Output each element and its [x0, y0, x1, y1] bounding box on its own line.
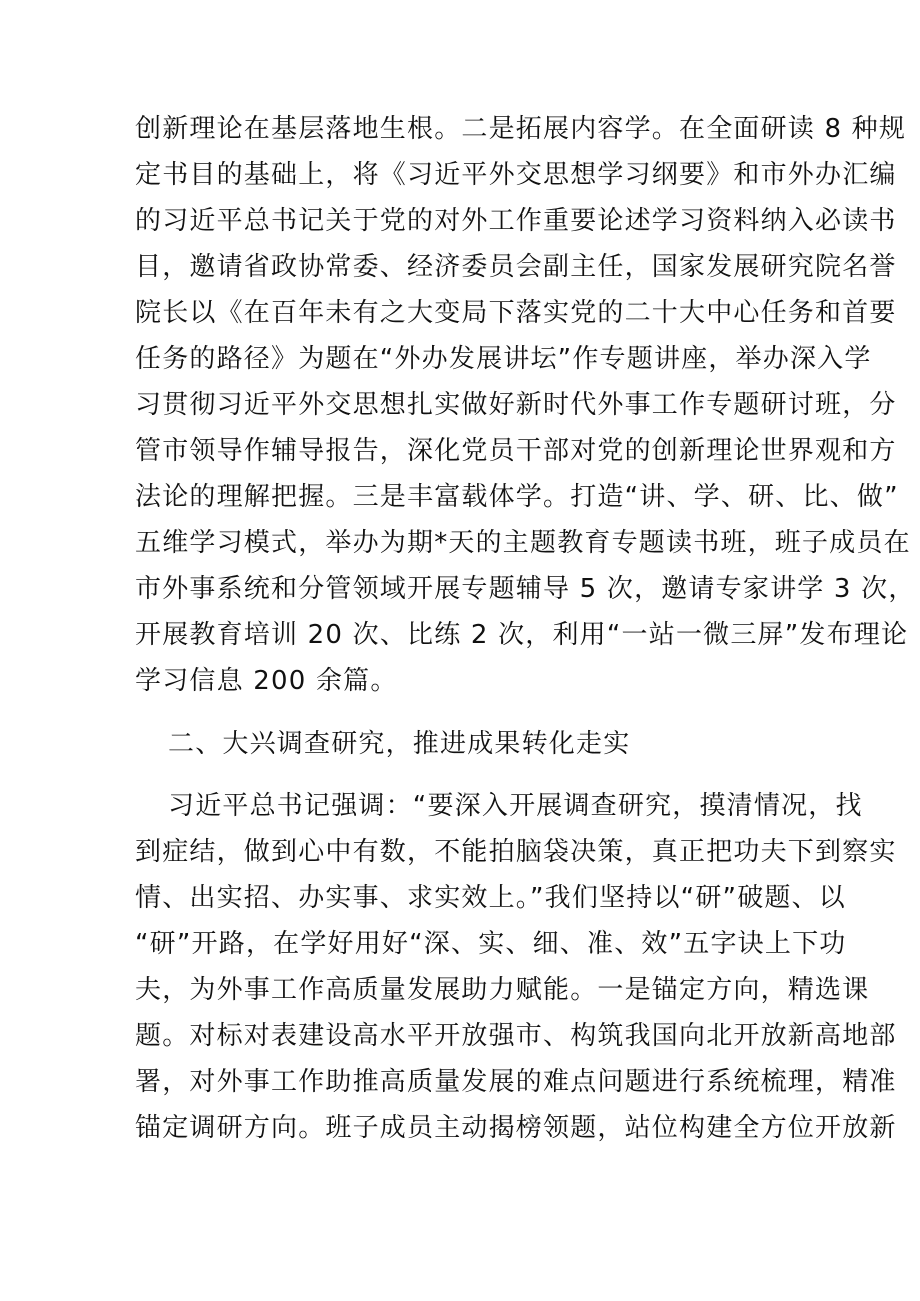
paragraph-2-line-5: 夫，为外事工作高质量发展助力赋能。一是锚定方向，精选课: [135, 975, 870, 1005]
paragraph-1-line-10: 五维学习模式，举办为期*天的主题教育专题读书班，班子成员在: [135, 528, 911, 558]
paragraph-2-line-8: 锚定调研方向。班子成员主动揭榜领题，站位构建全方位开放新: [135, 1113, 897, 1143]
paragraph-2-line-2: 到症结，做到心中有数，不能拍脑袋决策，真正把功夫下到察实: [135, 837, 897, 867]
paragraph-2-line-1: 习近平总书记强调：“要深入开展调查研究，摸清情况，找: [168, 791, 863, 821]
paragraph-2-line-6: 题。对标对表建设高水平开放强市、构筑我国向北开放新高地部: [135, 1021, 897, 1051]
paragraph-1-line-9: 法论的理解把握。三是丰富载体学。打造“讲、学、研、比、做”: [135, 482, 899, 512]
paragraph-2-line-3: 情、出实招、办实事、求实效上。”我们坚持以“研”破题、以: [135, 883, 847, 913]
paragraph-1-line-1: 创新理论在基层落地生根。二是拓展内容学。在全面研读 8 种规: [135, 114, 907, 144]
paragraph-1-line-7: 习贯彻习近平外交思想扎实做好新时代外事工作专题研讨班，分: [135, 390, 897, 420]
paragraph-1-line-2: 定书目的基础上，将《习近平外交思想学习纲要》和市外办汇编: [135, 160, 897, 190]
paragraph-1-line-4: 目，邀请省政协常委、经济委员会副主任，国家发展研究院名誉: [135, 252, 897, 282]
paragraph-1-line-3: 的习近平总书记关于党的对外工作重要论述学习资料纳入必读书: [135, 206, 897, 236]
paragraph-1-line-8: 管市领导作辅导报告，深化党员干部对党的创新理论世界观和方: [135, 436, 897, 466]
paragraph-1-line-13: 学习信息 200 余篇。: [135, 666, 398, 696]
paragraph-1-line-6: 任务的路径》为题在“外办发展讲坛”作专题讲座，举办深入学: [135, 344, 872, 374]
paragraph-2-line-7: 署，对外事工作助推高质量发展的难点问题进行系统梳理，精准: [135, 1067, 897, 1097]
section-heading: 二、大兴调查研究，推进成果转化走实: [168, 729, 631, 759]
paragraph-1-line-5: 院长以《在百年未有之大变局下落实党的二十大中心任务和首要: [135, 298, 897, 328]
paragraph-1-line-12: 开展教育培训 20 次、比练 2 次，利用“一站一微三屏”发布理论: [135, 620, 909, 650]
paragraph-1-line-11: 市外事系统和分管领域开展专题辅导 5 次，邀请专家讲学 3 次，: [135, 574, 916, 604]
paragraph-2-line-4: “研”开路，在学好用好“深、实、细、准、效”五字诀上下功: [135, 929, 847, 959]
